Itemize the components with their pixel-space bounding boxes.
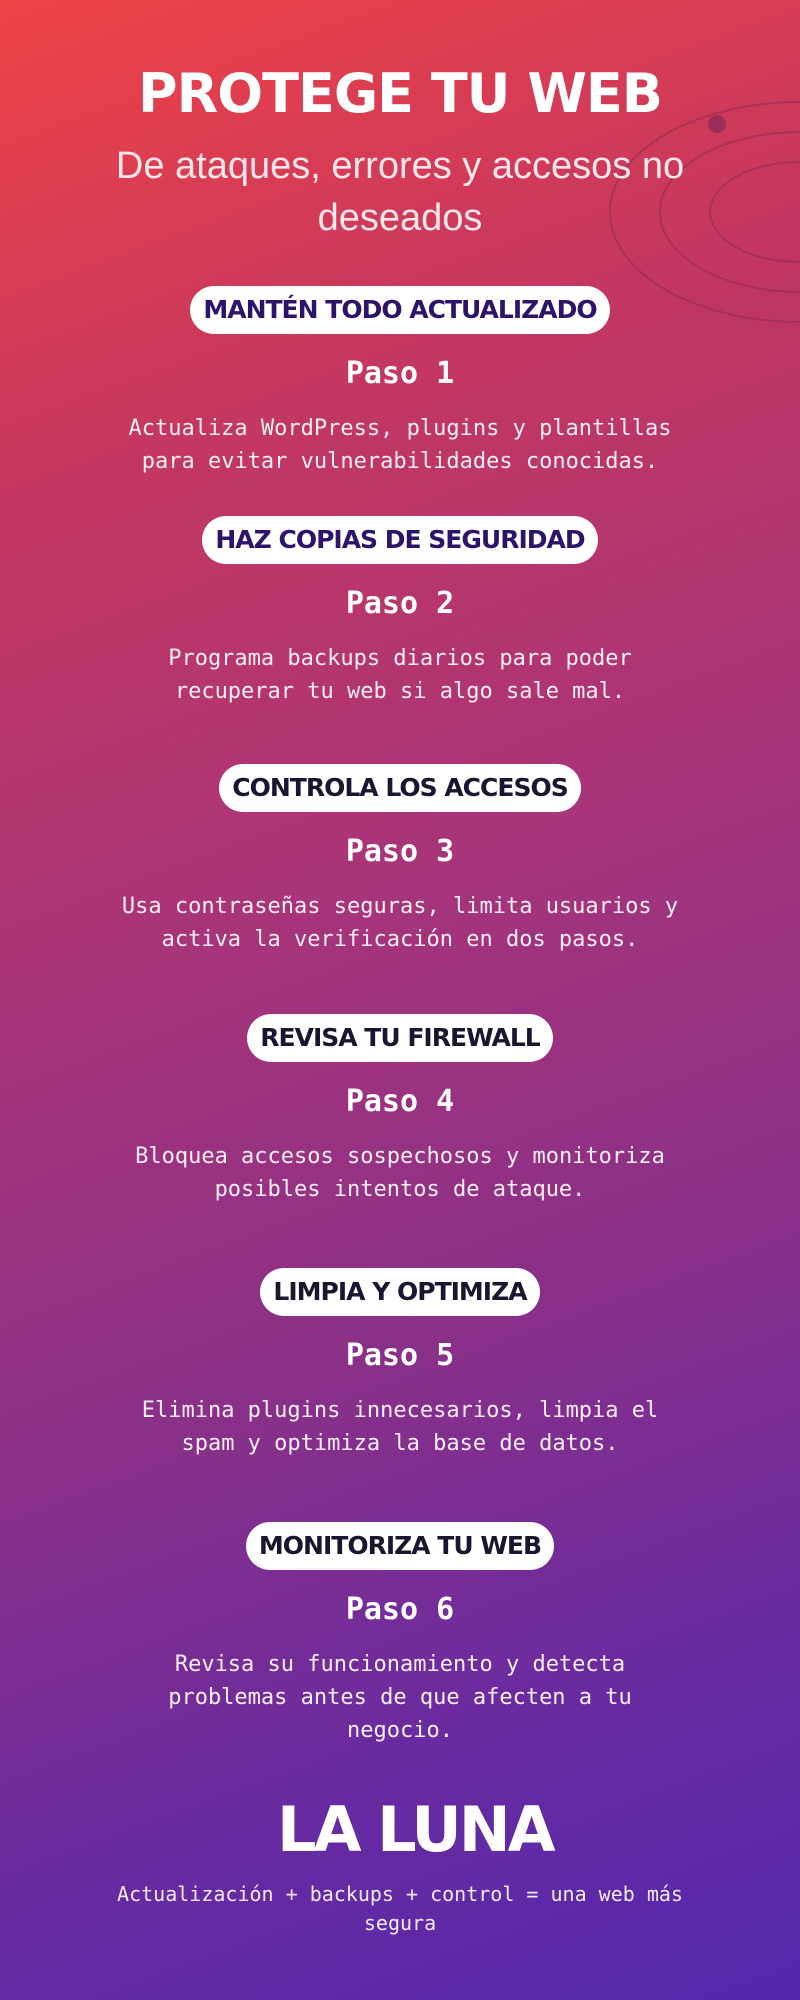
step-1-number: Paso 1 [345,356,455,391]
step-3-number: Paso 3 [345,834,455,869]
step-5-number: Paso 5 [345,1338,455,1373]
step-4-number: Paso 4 [345,1084,455,1119]
step-2-number: Paso 2 [345,586,455,621]
step-5 [0,1268,800,1460]
step-6-pill: MONITORIZA TU WEB [246,1522,554,1570]
step-4-pill: REVISA TU FIREWALL [247,1014,552,1062]
step-1-pill: MANTÉN TODO ACTUALIZADO [190,286,609,334]
brand-logo [0,1790,800,1870]
step-6-description: Revisa su funcionamiento y detecta problemas antes de que afecten a tu negocio. [168,1652,632,1743]
step-1-description: Actualiza WordPress, plugins y plantillas para evitar vulnerabilidades conocidas. [128,416,672,474]
page-title: PROTEGE TU WEB [138,62,662,125]
step-4-description: Bloquea accesos sospechosos y monitoriza posibles intentos de ataque. [135,1144,665,1202]
step-1 [0,286,800,478]
step-3-pill: CONTROLA LOS ACCESOS [219,764,580,812]
step-3-description: Usa contraseñas seguras, limita usuarios y activa la verificación en dos pasos. [121,894,679,952]
step-5-description: Elimina plugins innecesarios, limpia el spam y optimiza la base de datos. [141,1398,659,1456]
page-subtitle: De ataques, errores y accesos no deseados [115,145,685,239]
step-2-description: Programa backups diarios para poder recuperar tu web si algo sale mal. [168,646,632,704]
step-3 [0,764,800,956]
step-4 [0,1014,800,1206]
step-6-number: Paso 6 [345,1592,455,1627]
step-2 [0,516,800,708]
step-2-pill: HAZ COPIAS DE SEGURIDAD [202,516,597,564]
step-6 [0,1522,800,1747]
brand-logo-text: LA LUNA [277,1793,553,1866]
footer-tagline: Actualización + backups + control = una web más segura [117,1882,683,1935]
step-5-pill: LIMPIA Y OPTIMIZA [260,1268,539,1316]
